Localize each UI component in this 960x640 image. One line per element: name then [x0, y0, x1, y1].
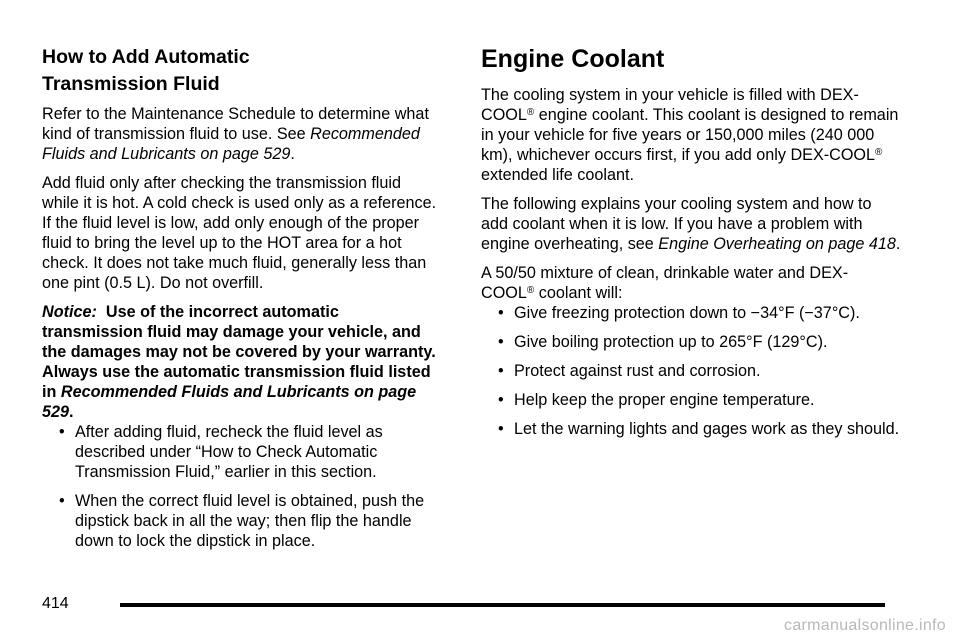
bullet-icon: •: [59, 423, 65, 441]
list-item: • Protect against rust and corrosion.: [498, 362, 761, 380]
bullet-icon: •: [498, 333, 504, 351]
paragraph-add-fluid: Add fluid only after checking the transmission fluid while it is hot. A cold check is used only as a reference. If the fluid level is low, add only enough of the proper fluid to bring the level up to the HOT area for a hot check. It does not take much fluid, generally less than one pint (0.5 L). Do not overfill.: [42, 174, 437, 292]
coolant-bullet-list: [481, 303, 901, 439]
watermark: carmanualsonline.info: [784, 617, 946, 634]
bullet-icon: •: [498, 362, 504, 380]
notice-text: Use of the incorrect automatic transmission fluid may damage your vehicle, and the damages may not be covered by your warranty. Always use the automatic transmission fluid listed in: [42, 303, 436, 401]
list-item: • Give freezing protection down to −34°F (−37°C).: [498, 304, 860, 322]
notice-cross-reference: Recommended Fluids and Lubricants on page 529: [42, 383, 417, 421]
heading-line-1: How to Add Automatic: [42, 46, 250, 68]
list-item: • Give boiling protection up to 265°F (129°C).: [498, 333, 828, 351]
notice-label: Notice:: [42, 303, 97, 321]
bullet-icon: •: [498, 420, 504, 438]
paragraph-mixture: A 50/50 mixture of clean, drinkable water and DEX-COOL® coolant will:: [481, 264, 849, 302]
cross-reference-fluids: Recommended Fluids and Lubricants on page 529: [42, 125, 420, 163]
heading-line-2: Transmission Fluid: [42, 73, 220, 95]
list-item: • Let the warning lights and gages work as they should.: [498, 420, 900, 438]
bullet-icon: •: [498, 391, 504, 409]
list-item: • When the correct fluid level is obtained, push the dipstick back in all the way; then flip the handle down to lock the dipstick in place.: [59, 492, 425, 550]
registered-mark: ®: [526, 107, 535, 118]
paragraph-following-explains: The following explains your cooling system and how to add coolant when it is low. If you have a problem with engine overheating, see Engine Overheating on page 418.: [481, 195, 901, 253]
list-item: • After adding fluid, recheck the fluid level as described under “How to Check Automatic Transmission Fluid,” earlier in this section.: [59, 423, 383, 481]
registered-mark: ®: [875, 147, 883, 158]
section-heading-transmission-fluid: [42, 44, 442, 98]
list-item: • Help keep the proper engine temperature.: [498, 391, 815, 409]
left-column: [42, 0, 442, 551]
transmission-bullet-list: [42, 422, 442, 551]
section-heading-engine-coolant: Engine Coolant: [481, 45, 665, 73]
paragraph-cooling-system: The cooling system in your vehicle is filled with DEX-COOL® engine coolant. This coolant is designed to remain in your vehicle for five years or 150,000 miles (240 000 km), whichever occurs first, if you add only DEX-COOL® extended life coolant.: [481, 86, 899, 184]
bullet-icon: •: [59, 492, 65, 510]
right-column: [481, 0, 901, 439]
registered-mark: ®: [526, 285, 535, 296]
notice-block: Notice: Use of the incorrect automatic transmission fluid may damage your vehicle, and the damages may not be covered by your warranty. Always use the automatic transmission fluid listed in Recommended Fluids and Lubricants on page 529.: [42, 303, 436, 421]
page-number: 414: [42, 595, 69, 612]
paragraph-maintenance-schedule: Refer to the Maintenance Schedule to determine what kind of transmission fluid to use. See Recommended Fluids and Lubricants on page 529.: [42, 105, 429, 163]
footer-divider: [120, 603, 885, 607]
bullet-icon: •: [498, 304, 504, 322]
cross-reference-overheating: Engine Overheating on page 418: [658, 235, 896, 253]
